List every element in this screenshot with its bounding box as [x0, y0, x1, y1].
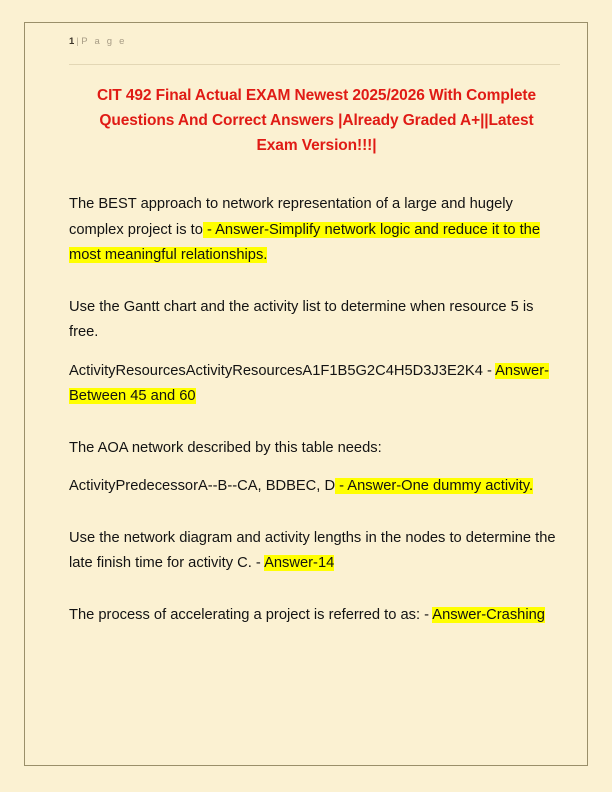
- highlighted-answer-text: - Answer-One dummy activity.: [335, 478, 534, 494]
- qa-block: [69, 526, 564, 577]
- question-text: Use the network diagram and activity lengths in the nodes to determine the late finish time for activity C. -: [69, 529, 556, 571]
- highlighted-answer-text: Answer-Crashing: [432, 606, 545, 623]
- highlighted-answer-text: - Answer-Simplify network logic and reduce it to the most meaningful relationships.: [69, 221, 541, 263]
- qa-block: [69, 295, 564, 410]
- highlighted-answer-text: Answer-Between 45 and 60: [69, 362, 549, 404]
- qa-paragraph: [69, 436, 564, 462]
- qa-block: [69, 436, 564, 500]
- qa-paragraph: [69, 295, 564, 346]
- question-text: The BEST approach to network representation of a large and hugely complex project is to: [69, 196, 513, 238]
- question-text: The AOA network described by this table needs:: [69, 439, 382, 456]
- question-text: ActivityResourcesActivityResourcesA1F1B5G2C4H5D3J3E2K4 -: [69, 362, 496, 379]
- page-number-label: [69, 36, 564, 47]
- question-text: ActivityPredecessorA--B--CA, BDBEC, D: [69, 478, 336, 494]
- page-title: CIT 492 Final Actual EXAM Newest 2025/2026 With Complete Questions And Correct Answers |Already Graded A+||Latest Exam Version!!!|: [96, 87, 537, 154]
- question-text: Use the Gantt chart and the activity list to determine when resource 5 is free.: [69, 298, 534, 340]
- qa-paragraph: [69, 359, 564, 410]
- qa-paragraph: [69, 192, 564, 269]
- qa-block: [69, 603, 564, 629]
- qa-paragraph: [69, 474, 564, 500]
- qa-paragraph: [69, 603, 564, 629]
- question-text: The process of accelerating a project is referred to as: -: [69, 606, 433, 623]
- header-divider: [69, 64, 560, 65]
- page-number-value: 1: [69, 36, 75, 47]
- highlighted-answer-text: Answer-14: [264, 555, 335, 571]
- page-content: [24, 22, 588, 766]
- page-number-separator: |: [76, 36, 80, 47]
- running-header: [69, 32, 564, 62]
- qa-paragraph: [69, 526, 564, 577]
- page-word-label: P a g e: [81, 36, 127, 47]
- qa-block: [69, 192, 564, 269]
- question-answer-list: [69, 192, 564, 628]
